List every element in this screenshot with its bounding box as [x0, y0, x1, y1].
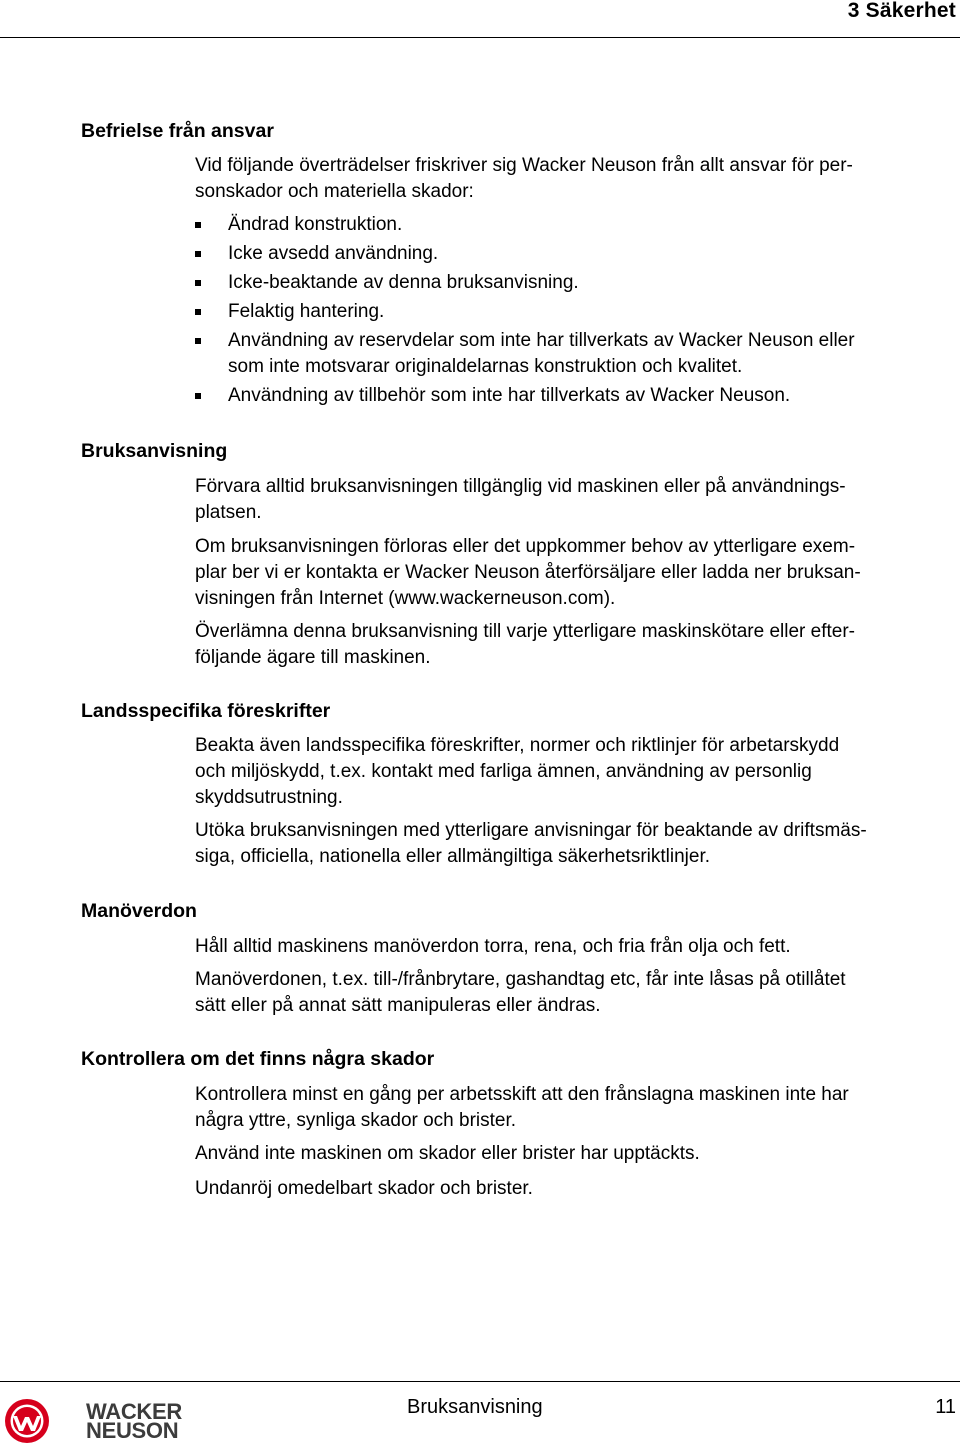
heading-regulations: Landsspecifika föreskrifter	[81, 700, 331, 722]
footer-divider	[0, 1381, 960, 1382]
wacker-neuson-logo-icon	[4, 1398, 50, 1444]
header-title: 3 Säkerhet	[847, 0, 956, 22]
bullet-square-icon	[195, 251, 201, 257]
heading-controls: Manöverdon	[81, 900, 197, 922]
liability-intro-line1: Vid följande överträdelser friskriver sig Wacker Neuson från allt ansvar för per-	[195, 155, 853, 176]
heading-liability: Befrielse från ansvar	[81, 120, 274, 142]
liability-intro-line2: sonskador och materiella skador:	[195, 181, 474, 202]
bullet-square-icon	[195, 309, 201, 315]
page-number: 11	[935, 1396, 956, 1418]
regulations-paragraph-2: Utöka bruksanvisningen med ytterligare anvisningar för beaktande av driftsmäs- siga, officiella, nationella eller allmängiltiga säkerhetsriktlinjer.	[195, 820, 867, 867]
damage-paragraph-3: Undanröj omedelbart skador och brister.	[195, 1178, 533, 1199]
manual-paragraph-1: Förvara alltid bruksanvisningen tillgänglig vid maskinen eller på användnings- platsen.	[195, 476, 846, 523]
manual-paragraph-3: Överlämna denna bruksanvisning till varje ytterligare maskinskötare eller efter- följande ägare till maskinen.	[195, 621, 856, 668]
regulations-paragraph-1: Beakta även landsspecifika föreskrifter, normer och riktlinjer för arbetarskydd och miljöskydd, t.ex. kontakt med farliga ämnen, användning av personlig skyddsutrustning.	[195, 735, 840, 808]
header-divider	[0, 37, 960, 38]
controls-paragraph-1: Håll alltid maskinens manöverdon torra, rena, och fria från olja och fett.	[195, 936, 791, 957]
manual-paragraph-2: Om bruksanvisningen förloras eller det uppkommer behov av ytterligare exem- plar ber vi er kontakta er Wacker Neuson återförsäljare eller ladda ner bruksan- visningen från Internet (www.wackerneuson.com).	[195, 536, 861, 609]
website-link[interactable]: www.wackerneuson.com	[394, 588, 604, 609]
damage-paragraph-1: Kontrollera minst en gång per arbetsskift att den frånslagna maskinen inte har några yttre, synliga skador och brister.	[195, 1084, 849, 1131]
heading-manual: Bruksanvisning	[81, 440, 228, 462]
list-item: Icke-beaktande av denna bruksanvisning.	[195, 270, 955, 296]
brand-logo-text: WACKER NEUSON	[86, 1399, 182, 1443]
bullet-square-icon	[195, 338, 201, 344]
heading-damage: Kontrollera om det finns några skador	[81, 1048, 435, 1070]
list-item: Användning av reservdelar som inte har tillverkats av Wacker Neuson eller som inte motsvarar originaldelarnas konstruktion och kvalitet.	[195, 328, 955, 380]
bullet-square-icon	[195, 222, 201, 228]
list-item: Icke avsedd användning.	[195, 241, 955, 267]
liability-bullet-list	[195, 212, 955, 409]
footer-document-title: Bruksanvisning	[407, 1396, 543, 1418]
list-item: Ändrad konstruktion.	[195, 212, 955, 238]
list-item: Felaktig hantering.	[195, 299, 955, 325]
list-item: Användning av tillbehör som inte har tillverkats av Wacker Neuson.	[195, 383, 955, 409]
controls-paragraph-2: Manöverdonen, t.ex. till-/frånbrytare, gashandtag etc, får inte låsas på otillåtet sätt eller på annat sätt manipuleras eller ändras.	[195, 969, 846, 1016]
bullet-square-icon	[195, 280, 201, 286]
damage-paragraph-2: Använd inte maskinen om skador eller brister har upptäckts.	[195, 1143, 700, 1164]
bullet-square-icon	[195, 393, 201, 399]
liability-intro	[195, 153, 955, 205]
